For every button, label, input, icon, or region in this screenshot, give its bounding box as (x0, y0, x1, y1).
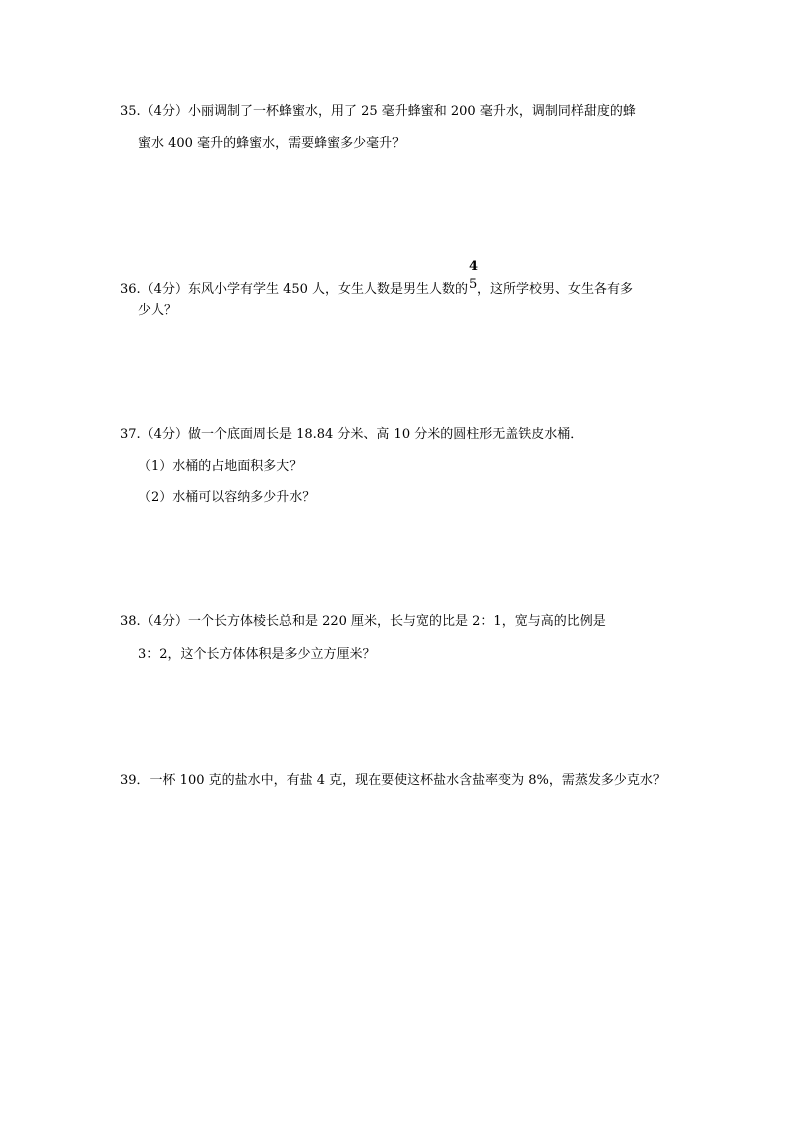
question-38-line-2: 3：2，这个长方体体积是多少立方厘米？ (138, 647, 376, 662)
question-36-text-after: ，这所学校男、女生各有多 (477, 282, 634, 297)
question-39-line-1: 39．一杯 100 克的盐水中，有盐 4 克，现在要使这杯盐水含盐率变为 8%，需蒸发多少克水？ (120, 773, 666, 788)
question-37-sub-1: （1）水桶的占地面积多大？ (138, 459, 303, 474)
question-35-line-1: 35.（4分）小丽调制了一杯蜂蜜水，用了 25 毫升蜂蜜和 200 毫升水，调制同样甜度的蜂 (120, 104, 636, 119)
fraction (468, 259, 479, 293)
question-36-line-1 (120, 259, 634, 299)
question-38-line-1: 38.（4分）一个长方体棱长总和是 220 厘米，长与宽的比是 2：1，宽与高的比例是 (120, 614, 606, 629)
question-37-sub-2: （2）水桶可以容纳多少升水？ (138, 490, 316, 505)
question-36-line-2: 少人？ (138, 303, 178, 318)
question-35-line-2: 蜜水 400 毫升的蜂蜜水，需要蜂蜜多少毫升？ (138, 136, 406, 151)
fraction-denominator: 5 (469, 277, 478, 292)
question-37-line-1: 37.（4分）做一个底面周长是 18.84 分米、高 10 分米的圆柱形无盖铁皮水桶． (120, 427, 584, 442)
fraction-numerator: 4 (469, 259, 479, 274)
question-36-text-before: 36.（4分）东风小学有学生 450 人，女生人数是男生人数的 (120, 282, 469, 297)
